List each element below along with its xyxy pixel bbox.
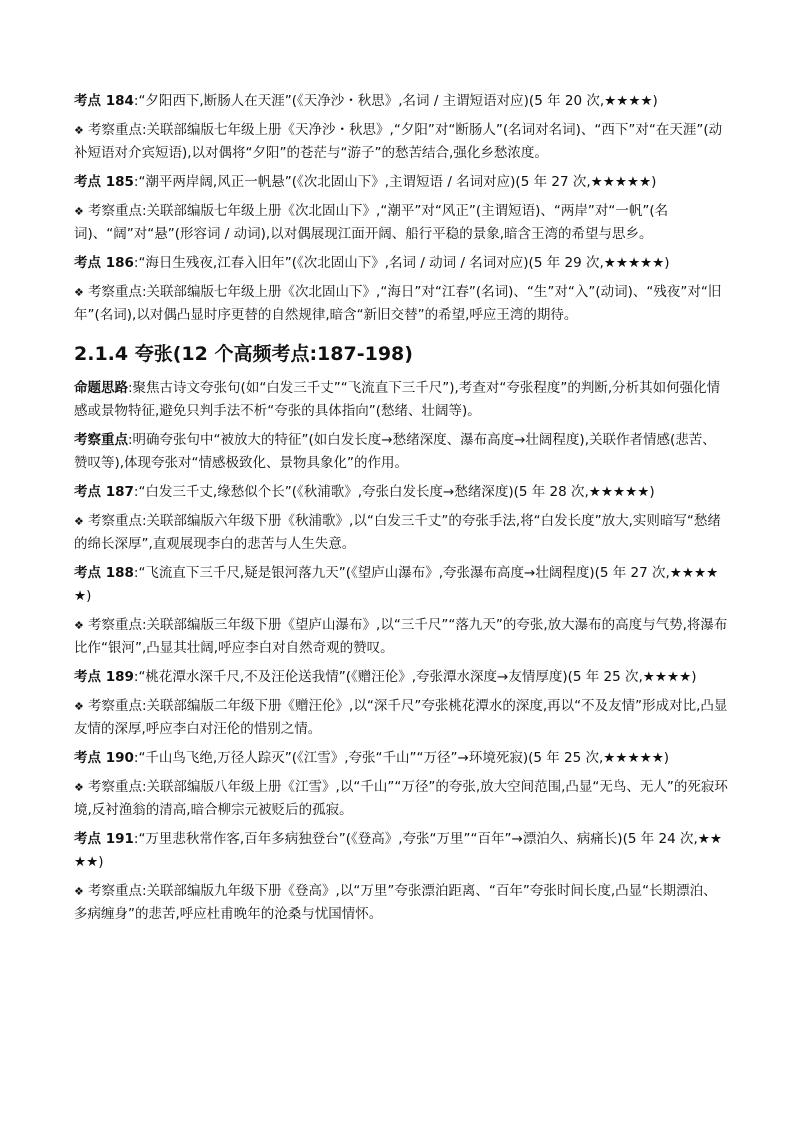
exam-focus-note: [74, 119, 728, 165]
exam-focus-note: [74, 880, 728, 926]
diamond-bullet-icon: ❖: [74, 700, 84, 713]
diamond-bullet-icon: ❖: [74, 205, 84, 218]
exam-focus-text: 考察重点:关联部编版九年级下册《登高》,以“万里”夸张漂泊距离、“百年”夸张时间长度,凸显“长期漂泊、多病缠身”的悲苦,呼应杜甫晚年的沧桑与忧国情怀。: [74, 883, 717, 922]
exam-focus-note: [74, 614, 728, 660]
exam-point-label: 考点 188: [74, 565, 134, 581]
exam-focus-text: 考察重点:关联部编版六年级下册《秋浦歌》,以“白发三千丈”的夸张手法,将“白发长度”放大,实则暗写“愁绪的绵长深厚”,直观展现李白的悲苦与人生失意。: [74, 513, 721, 552]
exam-focus-text: 考察重点:关联部编版七年级上册《次北固山下》,“海日”对“江春”(名词)、“生”对“入”(动词)、“残夜”对“旧年”(名词),以对偶凸显时序更替的自然规律,暗含“新旧交替”的希望,呼应王湾的期待。: [74, 284, 722, 323]
exam-point-heading: [74, 90, 728, 113]
exam-point-text: :“飞流直下三千尺,疑是银河落九天”(《望庐山瀑布》,夸张瀑布高度→壮阔程度)(5 年 27 次,★★★★★): [74, 565, 719, 604]
idea-label: 命题思路: [74, 380, 128, 396]
exam-point-label: 考点 189: [74, 669, 134, 685]
exam-point-text: :“白发三千丈,缘愁似个长”(《秋浦歌》,夸张白发长度→愁绪深度)(5 年 28 次,★★★★★): [133, 484, 655, 500]
diamond-bullet-icon: ❖: [74, 885, 84, 898]
exam-focus-note: [74, 200, 728, 246]
exam-point-heading: [74, 666, 728, 689]
focus-text: :明确夸张句中“被放大的特征”(如白发长度→愁绪深度、瀑布高度→壮阔程度),关联作者情感(悲苦、赞叹等),体现夸张对“情感极致化、景物具象化”的作用。: [74, 432, 716, 471]
exam-point-text: :“夕阳西下,断肠人在天涯”(《天净沙・秋思》,名词 / 主谓短语对应)(5 年 20 次,★★★★): [133, 93, 658, 109]
exam-focus-text: 考察重点:关联部编版七年级上册《天净沙・秋思》,“夕阳”对“断肠人”(名词对名词)、“西下”对“在天涯”(动补短语对介宾短语),以对偶将“夕阳”的苍茫与“游子”的愁苦结合,强化乡愁浓度。: [74, 122, 723, 161]
exam-point-heading: [74, 747, 728, 770]
exam-point-heading: [74, 828, 728, 874]
section-idea: [74, 377, 728, 423]
entries-top: [74, 90, 728, 327]
exam-focus-note: [74, 281, 728, 327]
exam-point-label: 考点 191: [74, 831, 134, 847]
exam-point-text: :“千山鸟飞绝,万径人踪灭”(《江雪》,夸张“千山”“万径”→环境死寂)(5 年 25 次,★★★★★): [133, 750, 670, 766]
diamond-bullet-icon: ❖: [74, 286, 84, 299]
exam-point-label: 考点 185: [74, 174, 134, 190]
exam-focus-text: 考察重点:关联部编版七年级上册《次北固山下》,“潮平”对“风正”(主谓短语)、“两岸”对“一帆”(名词)、“阔”对“悬”(形容词 / 动词),以对偶展现江面开阔、船行平稳的景象,暗含王湾的希望与思乡。: [74, 203, 669, 242]
exam-point-heading: [74, 481, 728, 504]
exam-point-text: :“桃花潭水深千尺,不及汪伦送我情”(《赠汪伦》,夸张潭水深度→友情厚度)(5 年 25 次,★★★★): [133, 669, 697, 685]
exam-point-heading: [74, 252, 728, 275]
exam-point-label: 考点 187: [74, 484, 134, 500]
diamond-bullet-icon: ❖: [74, 124, 84, 137]
exam-point-label: 考点 184: [74, 93, 134, 109]
exam-focus-note: [74, 510, 728, 556]
exam-focus-note: [74, 776, 728, 822]
diamond-bullet-icon: ❖: [74, 619, 84, 632]
exam-point-heading: [74, 562, 728, 608]
section-focus: [74, 429, 728, 475]
diamond-bullet-icon: ❖: [74, 781, 84, 794]
exam-point-label: 考点 186: [74, 255, 134, 271]
exam-focus-text: 考察重点:关联部编版八年级上册《江雪》,以“千山”“万径”的夸张,放大空间范围,凸显“无鸟、无人”的死寂环境,反衬渔翁的清高,暗合柳宗元被贬后的孤寂。: [74, 779, 728, 818]
exam-point-text: :“万里悲秋常作客,百年多病独登台”(《登高》,夸张“万里”“百年”→漂泊久、病痛长)(5 年 24 次,★★★★): [74, 831, 722, 870]
diamond-bullet-icon: ❖: [74, 515, 84, 528]
entries-bottom: [74, 481, 728, 926]
exam-focus-text: 考察重点:关联部编版二年级下册《赠汪伦》,以“深千尺”夸张桃花潭水的深度,再以“不及友情”形成对比,凸显友情的深厚,呼应李白对汪伦的惜别之情。: [74, 698, 728, 737]
exam-point-label: 考点 190: [74, 750, 134, 766]
exam-point-text: :“海日生残夜,江春入旧年”(《次北固山下》,名词 / 动词 / 名词对应)(5 年 29 次,★★★★★): [133, 255, 670, 271]
exam-focus-text: 考察重点:关联部编版三年级下册《望庐山瀑布》,以“三千尺”“落九天”的夸张,放大瀑布的高度与气势,将瀑布比作“银河”,凸显其壮阔,呼应李白对自然奇观的赞叹。: [74, 617, 728, 656]
exam-point-text: :“潮平两岸阔,风正一帆悬”(《次北固山下》,主谓短语 / 名词对应)(5 年 27 次,★★★★★): [133, 174, 657, 190]
exam-point-heading: [74, 171, 728, 194]
idea-text: :聚焦古诗文夸张句(如“白发三千丈”“飞流直下三千尺”),考查对“夸张程度”的判断,分析其如何强化情感或景物特征,避免只判手法不析“夸张的具体指向”(愁绪、壮阔等)。: [74, 380, 721, 419]
exam-focus-note: [74, 695, 728, 741]
focus-label: 考察重点: [74, 432, 128, 448]
section-title: 2.1.4 夸张(12 个高频考点:187-198): [74, 343, 413, 365]
